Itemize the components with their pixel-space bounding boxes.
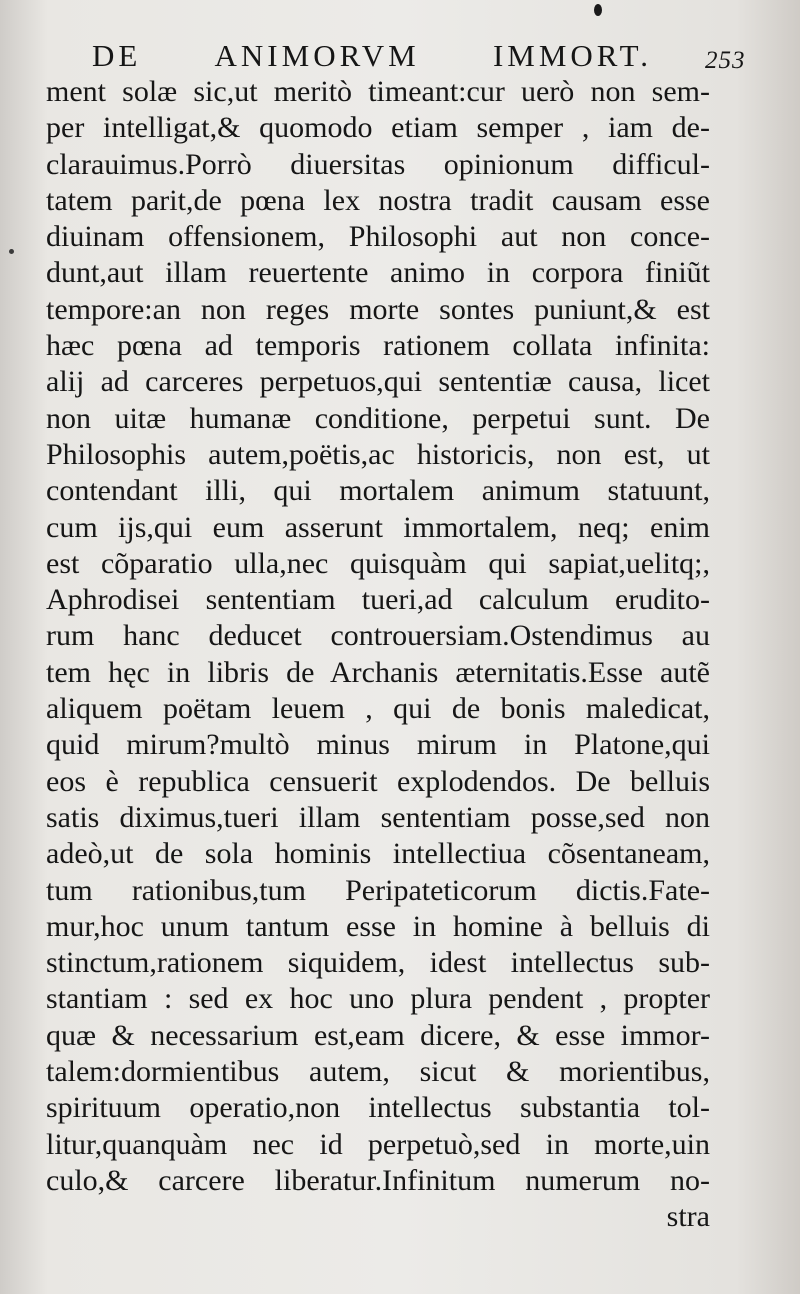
text-line: tempore:an non reges morte sontes puniunt,& est bbox=[46, 292, 710, 326]
running-head bbox=[92, 40, 652, 71]
catchword: stra bbox=[666, 1200, 710, 1234]
text-line: quid mirum?multò minus mirum in Platone,qui bbox=[46, 728, 710, 762]
body-text bbox=[46, 74, 710, 1236]
text-line: non uitæ humanæ conditione, perpetui sunt. De bbox=[46, 401, 710, 435]
text-line: alij ad carceres perpetuos,qui sententiæ causa, licet bbox=[46, 365, 710, 399]
text-line: talem:dormientibus autem, sicut & morientibus, bbox=[46, 1055, 710, 1089]
text-line: per intelligat,& quomodo etiam semper , iam de- bbox=[46, 111, 710, 145]
text-line: hæc pœna ad temporis rationem collata infinita: bbox=[46, 329, 710, 363]
text-line: spirituum operatio,non intellectus substantia tol- bbox=[46, 1091, 710, 1125]
text-line: cum ijs,qui eum asserunt immortalem, neq; enim bbox=[46, 510, 710, 544]
text-line: contendant illi, qui mortalem animum statuunt, bbox=[46, 474, 710, 508]
text-line: tum rationibus,tum Peripateticorum dictis.Fate- bbox=[46, 873, 710, 907]
text-line: tem hęc in libris de Archanis æternitatis.Esse autẽ bbox=[46, 655, 710, 689]
text-line: Philosophis autem,poëtis,ac historicis, non est, ut bbox=[46, 437, 710, 471]
running-head-word-1: DE bbox=[92, 38, 142, 73]
text-line: litur,quanquàm nec id perpetuò,sed in morte,uin bbox=[46, 1127, 710, 1161]
text-line: ment solæ sic,ut meritò timeant:cur uerò non sem- bbox=[46, 75, 710, 108]
page-number: 253 bbox=[705, 47, 746, 74]
text-line: stantiam : sed ex hoc uno plura pendent , propter bbox=[46, 982, 710, 1016]
text-line: diuinam offensionem, Philosophi aut non conce- bbox=[46, 220, 710, 254]
text-line: eos è republica censuerit explodendos. De belluis bbox=[46, 764, 710, 798]
text-line: clarauimus.Porrò diuersitas opinionum difficul- bbox=[46, 147, 710, 181]
running-head-word-3: IMMORT. bbox=[492, 38, 652, 73]
text-line: rum hanc deducet controuersiam.Ostendimus au bbox=[46, 619, 710, 653]
text-line: aliquem poëtam leuem , qui de bonis maledicat, bbox=[46, 692, 710, 726]
text-line: est cõparatio ulla,nec quisquàm qui sapiat,uelitq;, bbox=[46, 546, 710, 580]
running-head-word-2: ANIMORVM bbox=[214, 38, 420, 73]
ink-mark bbox=[594, 4, 602, 16]
text-line: stinctum,rationem siquidem, idest intellectus sub- bbox=[46, 946, 710, 980]
text-line: Aphrodisei sententiam tueri,ad calculum erudito- bbox=[46, 583, 710, 617]
text-line: quæ & necessarium est,eam dicere, & esse immor- bbox=[46, 1018, 710, 1052]
text-line: satis diximus,tueri illam sententiam posse,sed non bbox=[46, 800, 710, 834]
text-line: adeò,ut de sola hominis intellectiua cõsentaneam, bbox=[46, 837, 710, 871]
text-line: tatem parit,de pœna lex nostra tradit causam esse bbox=[46, 183, 710, 217]
text-line: mur,hoc unum tantum esse in homine à belluis di bbox=[46, 909, 710, 943]
text-line: culo,& carcere liberatur.Infinitum numerum no- bbox=[46, 1163, 710, 1197]
text-line: dunt,aut illam reuertente animo in corpora finiũt bbox=[46, 256, 710, 290]
margin-mark bbox=[9, 249, 14, 254]
